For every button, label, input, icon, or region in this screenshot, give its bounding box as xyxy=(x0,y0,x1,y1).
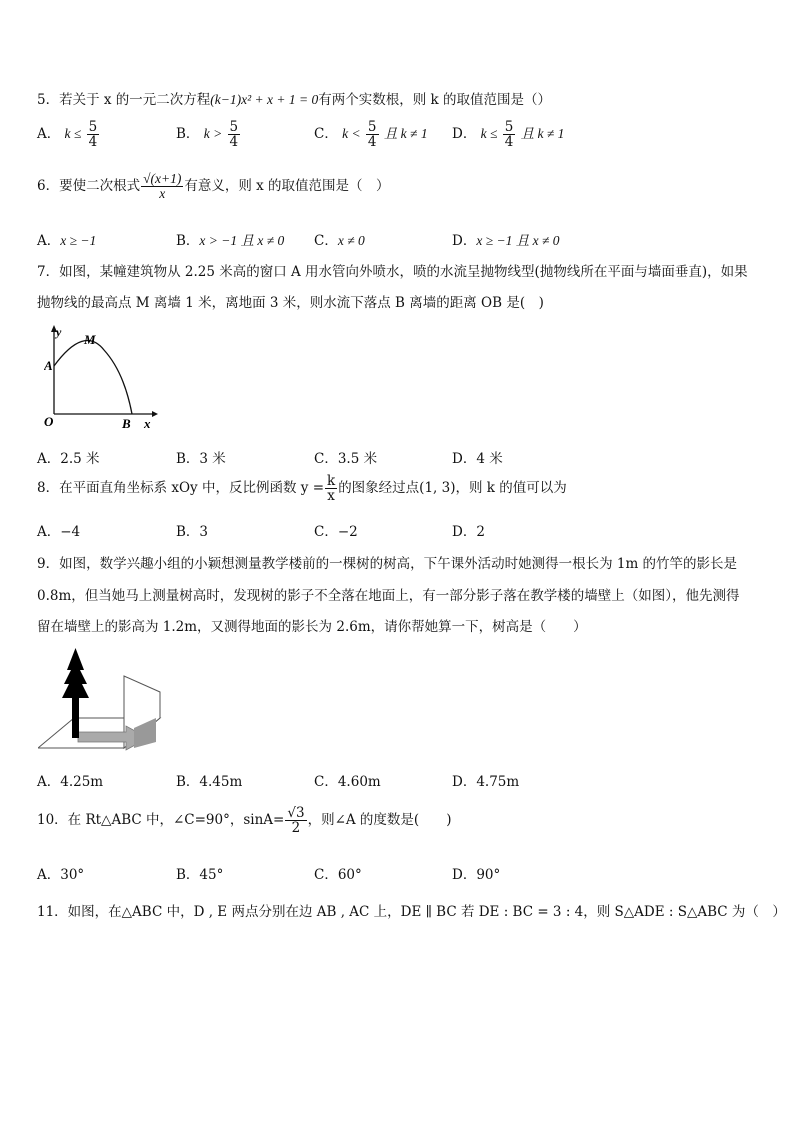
option-tail: 且 k ≠ 1 xyxy=(383,126,428,142)
option-text: 3.5 米 xyxy=(337,451,378,467)
q9-option-c[interactable] xyxy=(314,770,381,790)
option-label: A． xyxy=(37,524,61,540)
q7-line-2: 抛物线的最高点 M 离墙 1 米，离地面 3 米，则水流下落点 B 离墙的距离 OB 是( ) xyxy=(37,295,544,311)
q6-option-a[interactable] xyxy=(37,229,96,249)
frac-numerator: 5 xyxy=(229,119,239,135)
q9-line-3: 留在墙壁上的影高为 1.2m，又测得地面的影长为 2.6m，请你帮她算一下，树高是（ ） xyxy=(37,619,587,635)
label-y: y xyxy=(56,325,62,339)
option-text: 30° xyxy=(60,867,85,883)
label-x: x xyxy=(144,416,151,431)
frac-denominator: 4 xyxy=(229,134,239,151)
q6-option-d[interactable] xyxy=(452,229,560,249)
q7-parabola-figure xyxy=(44,322,162,434)
label-b: B xyxy=(122,416,131,431)
option-text: 45° xyxy=(199,867,224,883)
option-text: 2 xyxy=(476,524,485,540)
option-text: 4.60m xyxy=(337,774,381,790)
q6-suffix: 有意义，则 x 的取值范围是（ ） xyxy=(184,178,390,195)
q9-line-1: 9．如图，数学兴趣小组的小颖想测量教学楼前的一棵树的树高，下午课外活动时她测得一根长为 1m 的竹竿的影长是 xyxy=(37,556,738,572)
q5-option-a[interactable] xyxy=(37,120,100,149)
option-label: C． xyxy=(314,867,338,883)
option-relation: k < xyxy=(342,126,361,142)
frac-numerator: 5 xyxy=(367,119,377,135)
tree-trunk xyxy=(72,692,79,738)
option-label: A． xyxy=(37,126,61,143)
q8-prefix: 8．在平面直角坐标系 xOy 中，反比例函数 y = xyxy=(37,480,324,497)
option-label: A． xyxy=(37,233,61,249)
x-axis-arrow-icon xyxy=(152,411,158,417)
q7-option-b[interactable] xyxy=(176,447,226,467)
q9-option-a[interactable] xyxy=(37,770,103,790)
q6-option-b[interactable] xyxy=(176,229,284,249)
q8-option-b[interactable] xyxy=(176,520,208,540)
q6-prefix: 6．要使二次根式 xyxy=(37,178,141,195)
frac-numerator: 5 xyxy=(504,119,514,135)
q5-option-b[interactable] xyxy=(176,120,241,149)
option-text: −2 xyxy=(337,524,358,540)
q8-option-d[interactable] xyxy=(452,520,485,540)
frac-denominator: 4 xyxy=(88,134,98,151)
q10-option-a[interactable] xyxy=(37,863,84,883)
tree-icon xyxy=(62,648,89,698)
option-text: 4 米 xyxy=(476,451,503,467)
label-m: M xyxy=(84,332,96,347)
option-label: D． xyxy=(452,774,477,790)
frac-denominator: x xyxy=(159,186,166,202)
option-label: B． xyxy=(176,867,200,883)
q8-option-c[interactable] xyxy=(314,520,358,540)
frac-numerator: k xyxy=(327,473,336,489)
frac-denominator: 2 xyxy=(291,820,301,837)
q6-option-c[interactable] xyxy=(314,229,365,249)
option-label: D． xyxy=(452,451,477,467)
q10-suffix: ，则∠A 的度数是( ) xyxy=(307,812,452,829)
option-text: 4.45m xyxy=(199,774,243,790)
option-text: 2.5 米 xyxy=(60,451,100,467)
option-text: 4.25m xyxy=(60,774,104,790)
q8-suffix: 的图象经过点(1, 3)，则 k 的值可以为 xyxy=(338,480,567,497)
q5-option-d[interactable] xyxy=(452,120,564,149)
q5-option-c[interactable] xyxy=(314,120,428,149)
question-8-stem xyxy=(37,474,567,503)
frac-denominator: 4 xyxy=(504,134,514,151)
question-10-stem xyxy=(37,806,451,835)
label-o: O xyxy=(44,414,54,429)
option-text: −4 xyxy=(60,524,81,540)
option-label: C． xyxy=(314,774,338,790)
label-a: A xyxy=(44,358,53,373)
option-label: B． xyxy=(176,451,200,467)
option-text: x ≥ −1 且 x ≠ 0 xyxy=(476,233,560,248)
q9-tree-shadow-figure xyxy=(38,646,162,756)
q9-option-b[interactable] xyxy=(176,770,242,790)
option-relation: k ≤ xyxy=(480,126,498,142)
frac-numerator: √(x+1) xyxy=(143,171,182,186)
option-text: x ≠ 0 xyxy=(337,233,365,248)
option-label: B． xyxy=(176,774,200,790)
question-6-stem xyxy=(37,172,390,201)
option-label: C． xyxy=(314,524,338,540)
option-label: C． xyxy=(314,233,338,249)
q7-option-c[interactable] xyxy=(314,447,377,467)
q7-option-a[interactable] xyxy=(37,447,100,467)
option-label: B． xyxy=(176,524,200,540)
option-text: 3 xyxy=(199,524,209,540)
option-text: x > −1 且 x ≠ 0 xyxy=(199,233,285,248)
q10-option-b[interactable] xyxy=(176,863,223,883)
q10-option-c[interactable] xyxy=(314,863,362,883)
option-label: D． xyxy=(452,524,477,540)
option-label: D． xyxy=(452,233,477,249)
option-label: C． xyxy=(314,451,338,467)
option-relation: k > xyxy=(203,126,223,142)
q7-line-1: 7．如图，某幢建筑物从 2.25 米高的窗口 A 用水管向外喷水，喷的水流呈抛物线型(抛物线所在平面与墙面垂直)，如果 xyxy=(37,264,748,280)
q10-prefix: 10．在 Rt△ABC 中，∠C=90°，sinA= xyxy=(37,812,285,829)
option-relation: k ≤ xyxy=(64,126,82,142)
option-label: B． xyxy=(176,233,200,249)
option-label: A． xyxy=(37,867,61,883)
q5-equation: (k−1)x² + x + 1 = 0 xyxy=(210,92,319,107)
q9-option-d[interactable] xyxy=(452,770,519,790)
q11-stem: 11．如图，在△ABC 中，D , E 两点分别在边 AB , AC 上，DE ∥ BC 若 DE : BC = 3 : 4，则 S△ADE : S△ABC 为（ ） xyxy=(37,904,786,920)
option-label: B． xyxy=(176,126,200,143)
option-label: D． xyxy=(452,867,477,883)
frac-denominator: x xyxy=(327,488,335,505)
q9-line-2: 0.8m，但当她马上测量树高时，发现树的影子不全落在地面上，有一部分影子落在教学楼的墙壁上（如图），他先测得 xyxy=(37,588,740,604)
option-label: C． xyxy=(314,126,338,143)
option-label: A． xyxy=(37,774,61,790)
question-5-stem xyxy=(37,88,551,108)
q5-suffix: 有两个实数根，则 k 的取值范围是（） xyxy=(318,92,552,108)
frac-numerator: √3 xyxy=(287,805,305,821)
option-label: D． xyxy=(452,126,477,143)
option-text: 4.75m xyxy=(476,774,520,790)
option-text: 90° xyxy=(476,867,501,883)
q8-option-a[interactable] xyxy=(37,520,80,540)
option-text: 60° xyxy=(337,867,362,883)
frac-numerator: 5 xyxy=(88,119,98,135)
parabola-curve xyxy=(54,341,132,414)
option-text: x ≥ −1 xyxy=(60,233,97,248)
q5-prefix: 5．若关于 x 的一元二次方程 xyxy=(37,92,211,108)
option-text: 3 米 xyxy=(199,451,226,467)
option-tail: 且 k ≠ 1 xyxy=(520,126,565,142)
q10-option-d[interactable] xyxy=(452,863,500,883)
option-label: A． xyxy=(37,451,61,467)
frac-denominator: 4 xyxy=(367,134,377,151)
q7-option-d[interactable] xyxy=(452,447,503,467)
